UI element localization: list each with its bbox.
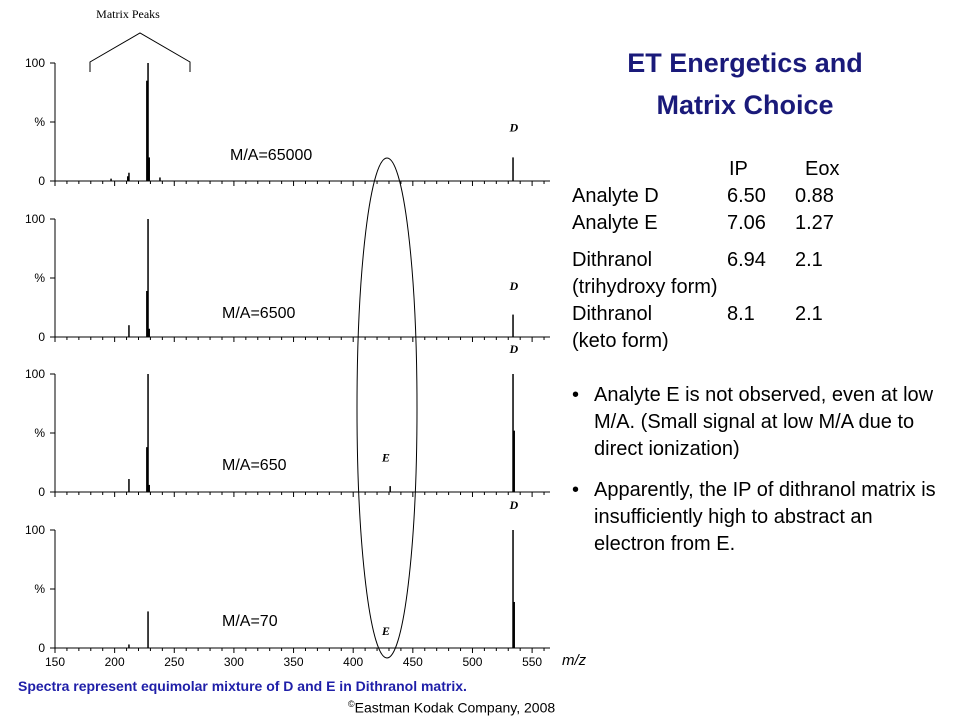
row-eox: 0.88	[795, 185, 834, 207]
row-name: (keto form)	[572, 330, 669, 352]
y-tick-label: %	[34, 582, 45, 596]
header-ip: IP	[729, 158, 748, 180]
peak-marker-label: D	[509, 120, 519, 135]
row-ip: 6.94	[727, 249, 766, 271]
slide-title	[595, 42, 895, 126]
y-tick-label: 100	[24, 212, 45, 226]
title-line-2: Matrix Choice	[656, 90, 834, 120]
x-tick-label: 250	[164, 655, 185, 669]
y-tick-label: 0	[38, 485, 45, 499]
y-tick-label: 0	[38, 641, 45, 655]
peak-marker-label: D	[509, 278, 519, 293]
y-tick-label: %	[34, 271, 45, 285]
x-tick-label: 500	[462, 655, 483, 669]
x-tick-label: 150	[44, 655, 66, 669]
row-eox: 1.27	[795, 212, 834, 234]
peak-marker-label: E	[381, 624, 390, 639]
peak-marker-label: D	[509, 497, 519, 512]
row-name: Dithranol	[572, 303, 653, 325]
peak-marker-label: D	[509, 341, 519, 356]
bullet-text: Analyte E is not observed, even at low M/A. (Small signal at low M/A due to direct ionization)	[594, 384, 934, 460]
x-axis-label: m/z	[562, 652, 587, 669]
y-tick-label: %	[34, 426, 45, 440]
row-ip: 6.50	[727, 185, 766, 207]
matrix-peaks-label: Matrix Peaks	[96, 7, 160, 21]
matrix-peaks-bracket	[90, 33, 190, 72]
row-eox: 2.1	[795, 303, 823, 325]
copyright-notice	[348, 699, 555, 716]
ma-ratio-label: M/A=650	[222, 457, 287, 474]
bullet-text: Apparently, the IP of dithranol matrix is insufficiently high to abstract an electron from E.	[594, 479, 936, 555]
row-eox: 2.1	[795, 249, 823, 271]
peak-marker-label: E	[381, 450, 390, 465]
row-ip: 8.1	[727, 303, 755, 325]
row-name: Analyte D	[572, 185, 659, 207]
copyright-symbol: ©	[348, 699, 355, 709]
figure-caption: Spectra represent equimolar mixture of D and E in Dithranol matrix.	[18, 678, 467, 694]
bullet-symbol: •	[572, 384, 580, 406]
y-tick-label: 100	[24, 367, 45, 381]
ma-ratio-label: M/A=70	[222, 613, 278, 630]
row-ip: 7.06	[727, 212, 766, 234]
ma-ratio-label: M/A=65000	[230, 147, 313, 164]
x-tick-label: 300	[223, 655, 244, 669]
x-tick-label: 400	[343, 655, 364, 669]
bullet-symbol: •	[572, 479, 580, 501]
y-tick-label: 100	[24, 523, 45, 537]
x-tick-label: 200	[104, 655, 125, 669]
row-name: (trihydroxy form)	[572, 276, 718, 298]
row-name: Analyte E	[572, 212, 658, 234]
title-line-1: ET Energetics and	[627, 48, 863, 78]
header-eox: Eox	[805, 158, 840, 180]
bullet-item	[572, 477, 942, 558]
bullet-item	[572, 382, 942, 463]
highlight-ellipse	[357, 158, 417, 658]
y-tick-label: 0	[38, 330, 45, 344]
x-tick-label: 350	[283, 655, 304, 669]
x-tick-label: 450	[402, 655, 423, 669]
row-name: Dithranol	[572, 249, 653, 271]
bullet-list	[572, 382, 942, 572]
ma-ratio-label: M/A=6500	[222, 305, 296, 322]
copyright-text: Eastman Kodak Company, 2008	[354, 699, 556, 716]
y-tick-label: %	[34, 115, 45, 129]
y-tick-label: 0	[38, 174, 45, 188]
y-tick-label: 100	[24, 56, 45, 70]
x-tick-label: 550	[522, 655, 543, 669]
